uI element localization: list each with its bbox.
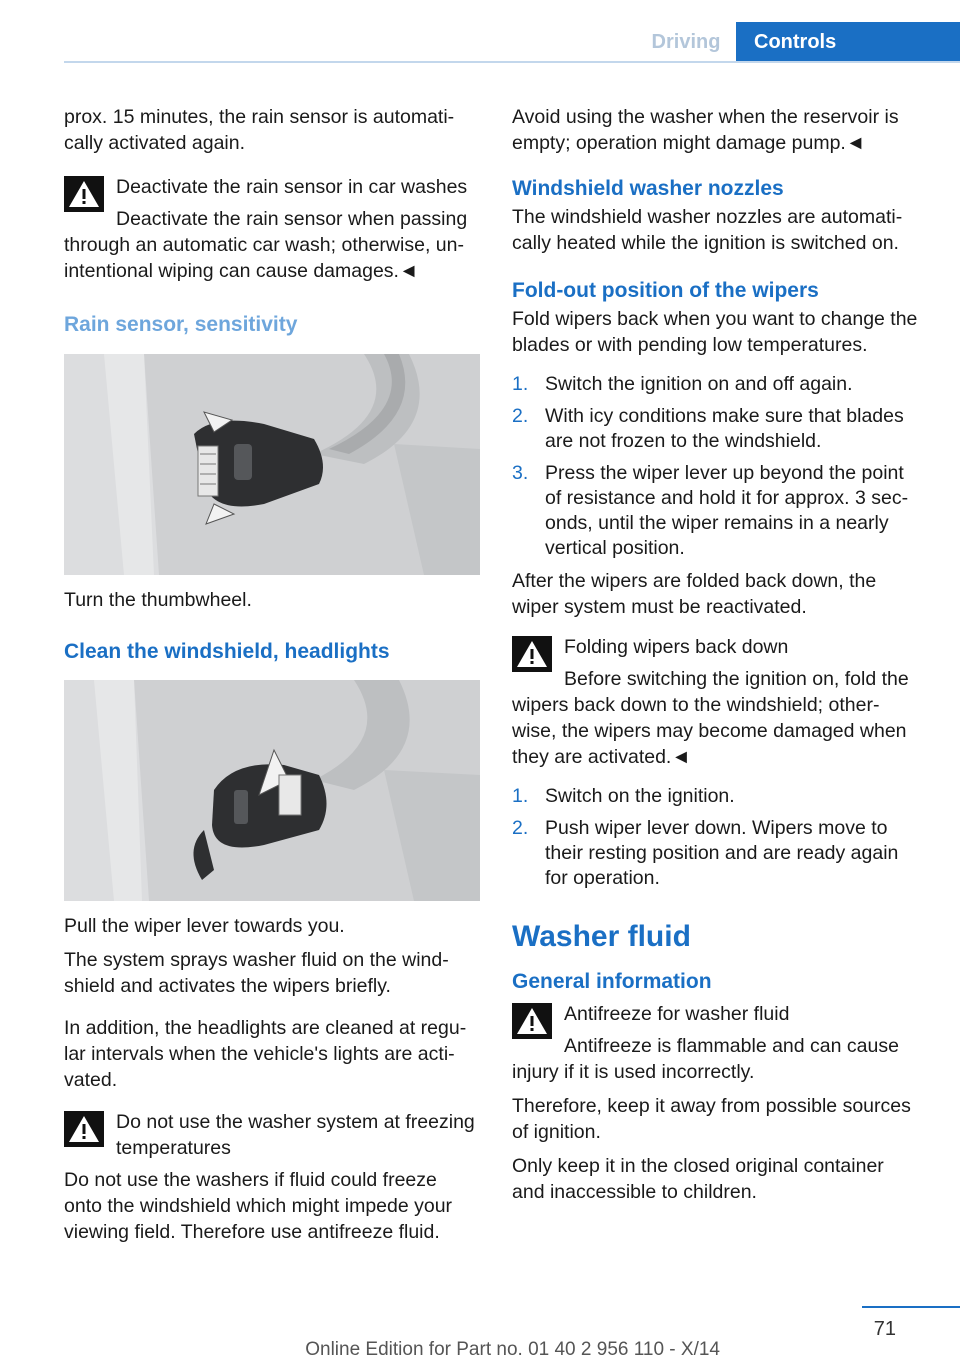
warning-text: Antifreeze is flammable and can cause [564, 1035, 899, 1057]
list-item: 1. Switch on the ignition. [512, 785, 735, 807]
warning-text: Before switching the ignition on, fold the [564, 668, 909, 690]
paragraph-fold-out: Fold wipers back when you want to change the blades or with pending low temperatures. [512, 308, 918, 356]
paragraph-rain-reactivate: prox. 15 minutes, the rain sensor is automati‐ cally activated again. [64, 106, 455, 154]
photo-wiper-lever [64, 680, 480, 901]
steps-fold-out [512, 372, 928, 561]
warning-text: Do not use the washers if fluid could freeze onto the windshield which might impede your viewing field. Therefore use antifreeze fluid. [64, 1169, 453, 1243]
heading-washer-nozzles: Windshield washer nozzles [512, 177, 784, 200]
warning-icon [64, 176, 104, 212]
paragraph-ignition-sources: Therefore, keep it away from possible sources of ignition. [512, 1095, 911, 1143]
heading-general-information: General information [512, 970, 712, 993]
paragraph-headlights: In addition, the headlights are cleaned at regu‐ lar intervals when the vehicle's lights are acti‐ vated. [64, 1017, 467, 1091]
warning-icon [512, 636, 552, 672]
paragraph-after-folded: After the wipers are folded back down, the wiper system must be reactivated. [512, 570, 877, 618]
warning-folding-wipers [512, 634, 928, 770]
steps-reactivate [512, 784, 928, 891]
heading-clean-windshield: Clean the windshield, headlights [64, 640, 390, 663]
warning-icon [64, 1111, 104, 1147]
warning-text: Deactivate the rain sensor when passing [116, 208, 468, 230]
caption-thumbwheel: Turn the thumbwheel. [64, 589, 252, 611]
tab-driving: Driving [651, 31, 721, 53]
warning-title: Deactivate the rain sensor in car washes [116, 176, 468, 198]
warning-title: Antifreeze for washer fluid [564, 1003, 790, 1025]
list-item: 2. With icy conditions make sure that blades are not frozen to the windshield. [512, 405, 904, 452]
warning-title: Do not use the washer system at freezing temperatures [116, 1111, 475, 1159]
warning-antifreeze [512, 1001, 928, 1085]
heading-rain-sensitivity: Rain sensor, sensitivity [64, 313, 298, 336]
list-item: 2. Push wiper lever down. Wipers move to their resting position and are ready again for operation. [512, 817, 899, 889]
paragraph-container: Only keep it in the closed original container and inaccessible to children. [512, 1155, 884, 1203]
warning-car-wash [64, 174, 480, 284]
paragraph-avoid-washer: Avoid using the washer when the reservoir is empty; operation might damage pump.◄ [512, 106, 899, 154]
footer-edition: Online Edition for Part no. 01 40 2 956 110 - X/14 [305, 1339, 720, 1360]
photo-thumbwheel [64, 354, 480, 575]
heading-washer-fluid: Washer fluid [512, 920, 691, 953]
warning-text-cont: wipers back down to the windshield; other‐ wise, the wipers may become damaged when they are activated.◄ [512, 694, 907, 768]
header-rule [64, 61, 960, 63]
paragraph-sprays: The system sprays washer fluid on the wind‐ shield and activates the wipers briefly. [64, 949, 449, 997]
footer-rule [862, 1306, 960, 1308]
warning-freezing [64, 1109, 480, 1245]
list-item: 3. Press the wiper lever up beyond the point of resistance and hold it for approx. 3 sec‐ onds, until the wiper remains in a nearly vertical position. [512, 462, 909, 559]
right-column [512, 104, 928, 1205]
left-column [64, 104, 480, 1245]
list-item: 1. Switch the ignition on and off again. [512, 373, 853, 395]
tab-controls: Controls [736, 22, 960, 63]
warning-title: Folding wipers back down [564, 636, 789, 658]
paragraph-nozzles: The windshield washer nozzles are automati‐ cally heated while the ignition is switched on. [512, 206, 903, 254]
heading-fold-out: Fold-out position of the wipers [512, 279, 819, 302]
warning-text-cont: injury if it is used incorrectly. [512, 1061, 755, 1083]
caption-pull-lever: Pull the wiper lever towards you. [64, 915, 345, 937]
page-number: 71 [873, 1318, 896, 1340]
warning-icon [512, 1003, 552, 1039]
warning-text-cont: through an automatic car wash; otherwise, un‐ intentional wiping can cause damages.◄ [64, 234, 464, 282]
